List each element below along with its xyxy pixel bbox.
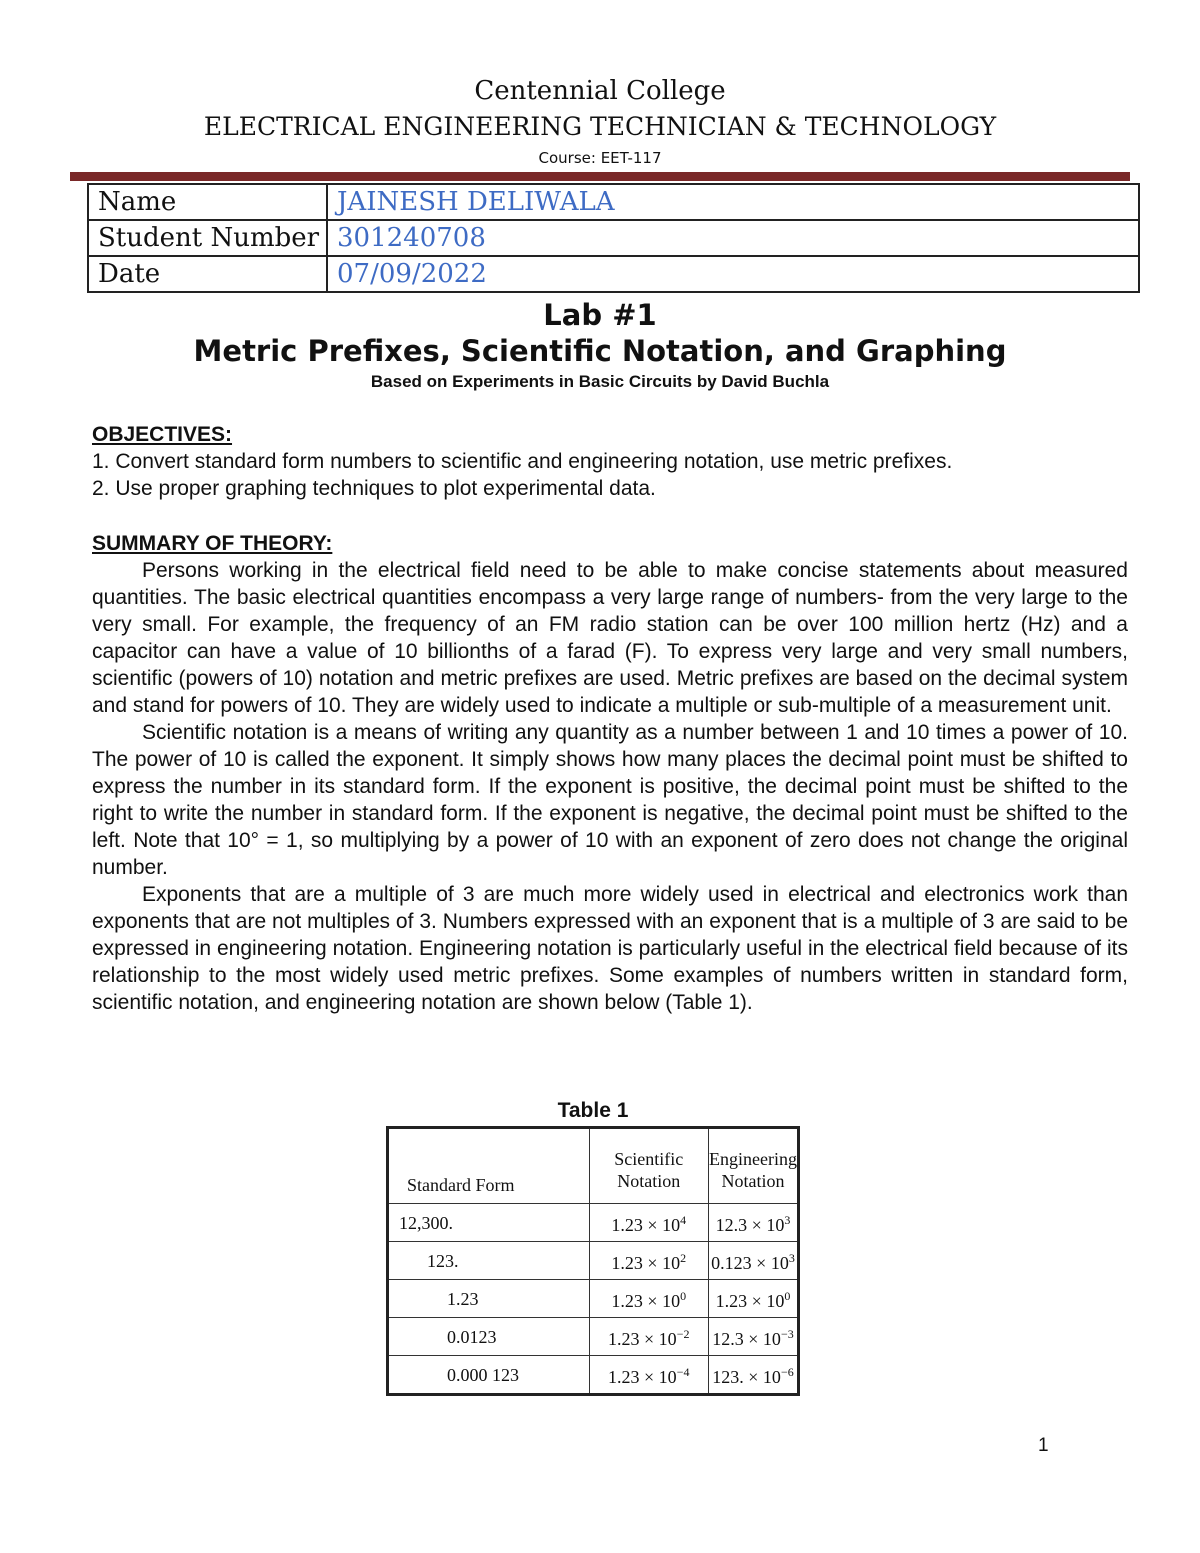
cell-standard: 0.000 123 [388, 1356, 590, 1395]
info-row-name [88, 184, 1139, 220]
student-info-table [87, 183, 1140, 293]
lab-number: Lab #1 [543, 298, 657, 332]
objective-item: 2. Use proper graphing techniques to plot experimental data. [92, 477, 656, 500]
table-row [388, 1204, 799, 1242]
theory-section [92, 530, 1128, 1016]
cell-standard: 0.0123 [388, 1318, 590, 1356]
table-row [388, 1356, 799, 1395]
objective-item: 1. Convert standard form numbers to scientific and engineering notation, use metric prefixes. [92, 450, 953, 473]
cell-engineering [709, 1204, 799, 1242]
course-label: Course: [538, 149, 596, 167]
notation-table [386, 1126, 800, 1396]
cell-standard: 123. [388, 1242, 590, 1280]
info-value: 301240708 [327, 220, 1139, 256]
exponent: 0 [680, 1289, 687, 1303]
cell-engineering [709, 1280, 799, 1318]
header-scientific-notation [589, 1128, 709, 1204]
info-label: Date [88, 256, 327, 292]
cell-scientific [589, 1242, 709, 1280]
cell-standard: 1.23 [388, 1280, 590, 1318]
exponent: 0 [784, 1289, 791, 1303]
mantissa: 0.123 × 10 [711, 1253, 789, 1273]
cell-standard: 12,300. [388, 1204, 590, 1242]
lab-subtitle: Based on Experiments in Basic Circuits by David Buchla [370, 372, 830, 391]
header-engineering-notation [709, 1128, 799, 1204]
table-row [388, 1242, 799, 1280]
department-name: ELECTRICAL ENGINEERING TECHNICIAN & TECHNOLOGY [203, 112, 997, 141]
mantissa: 1.23 × 10 [611, 1253, 681, 1273]
cell-engineering [709, 1318, 799, 1356]
mantissa: 1.23 × 10 [715, 1291, 785, 1311]
mantissa: 1.23 × 10 [608, 1329, 677, 1349]
mantissa: 12.3 × 10 [712, 1329, 781, 1349]
info-row-student-number [88, 220, 1139, 256]
table1-caption: Table 1 [557, 1099, 629, 1122]
page-number: 1 [1038, 1435, 1049, 1456]
mantissa: 1.23 × 10 [611, 1291, 681, 1311]
info-label: Student Number [88, 220, 327, 256]
table-row [388, 1280, 799, 1318]
header-divider-bar [70, 172, 1130, 181]
mantissa: 1.23 × 10 [608, 1367, 677, 1387]
info-value: JAINESH DELIWALA [327, 184, 1139, 220]
mantissa: 1.23 × 10 [611, 1215, 681, 1235]
info-value: 07/09/2022 [327, 256, 1139, 292]
theory-heading: SUMMARY OF THEORY: [92, 532, 333, 555]
header-scientific-line2: Notation [617, 1171, 681, 1191]
cell-engineering [709, 1356, 799, 1395]
cell-engineering [709, 1242, 799, 1280]
header-engineering-line1: Engineering [709, 1149, 797, 1169]
course-code: EET-117 [600, 149, 662, 167]
exponent: −3 [780, 1327, 794, 1341]
exponent: 3 [784, 1213, 791, 1227]
theory-paragraph: Scientific notation is a means of writing any quantity as a number between 1 and 10 times a power of 10. The power of 10 is called the exponent. It simply shows how many places the decimal point must be shifted to express the number in its standard form. If the exponent is positive, the decimal point must be shifted to the right to write the number in standard form. If the exponent is negative, the decimal point must be shifted to the left. Note that 10° = 1, so multiplying by a power of 10 with an exponent of zero does not change the original number. [92, 721, 1128, 879]
info-row-date [88, 256, 1139, 292]
college-name: Centennial College [474, 76, 726, 106]
exponent: −2 [676, 1327, 690, 1341]
mantissa: 12.3 × 10 [715, 1215, 785, 1235]
lab-title: Metric Prefixes, Scientific Notation, and Graphing [193, 334, 1007, 368]
exponent: −4 [676, 1365, 690, 1379]
course-line [0, 148, 1200, 168]
cell-scientific [589, 1204, 709, 1242]
exponent: 2 [680, 1251, 687, 1265]
cell-scientific [589, 1280, 709, 1318]
theory-paragraph: Persons working in the electrical field need to be able to make concise statements about measured quantities. The basic electrical quantities encompass a very large range of numbers- from the very large to the very small. For example, the frequency of an FM radio station can be over 100 million hertz (Hz) and a capacitor can have a value of 10 billionths of a farad (F). To express very large and very small numbers, scientific (powers of 10) notation and metric prefixes are used. Metric prefixes are based on the decimal system and stand for powers of 10. They are widely used to indicate a multiple or sub-multiple of a measurement unit. [92, 559, 1128, 717]
objectives-section [92, 421, 1128, 502]
table-row [388, 1318, 799, 1356]
exponent: 3 [788, 1251, 795, 1265]
objectives-heading: OBJECTIVES: [92, 423, 233, 446]
header-standard-form: Standard Form [388, 1128, 590, 1204]
exponent: 4 [680, 1213, 687, 1227]
theory-paragraph: Exponents that are a multiple of 3 are much more widely used in electrical and electronics work than exponents that are not multiples of 3. Numbers expressed with an exponent that is a multiple of 3 are said to be expressed in engineering notation. Engineering notation is particularly useful in the electrical field because of its relationship to the most widely used metric prefixes. Some examples of numbers written in standard form, scientific notation, and engineering notation are shown below (Table 1). [92, 883, 1128, 1014]
table-header-row [388, 1128, 799, 1204]
cell-scientific [589, 1318, 709, 1356]
mantissa: 123. × 10 [712, 1367, 781, 1387]
info-label: Name [88, 184, 327, 220]
header-engineering-line2: Notation [721, 1171, 785, 1191]
cell-scientific [589, 1356, 709, 1395]
exponent: −6 [780, 1365, 794, 1379]
header-scientific-line1: Scientific [614, 1149, 684, 1169]
